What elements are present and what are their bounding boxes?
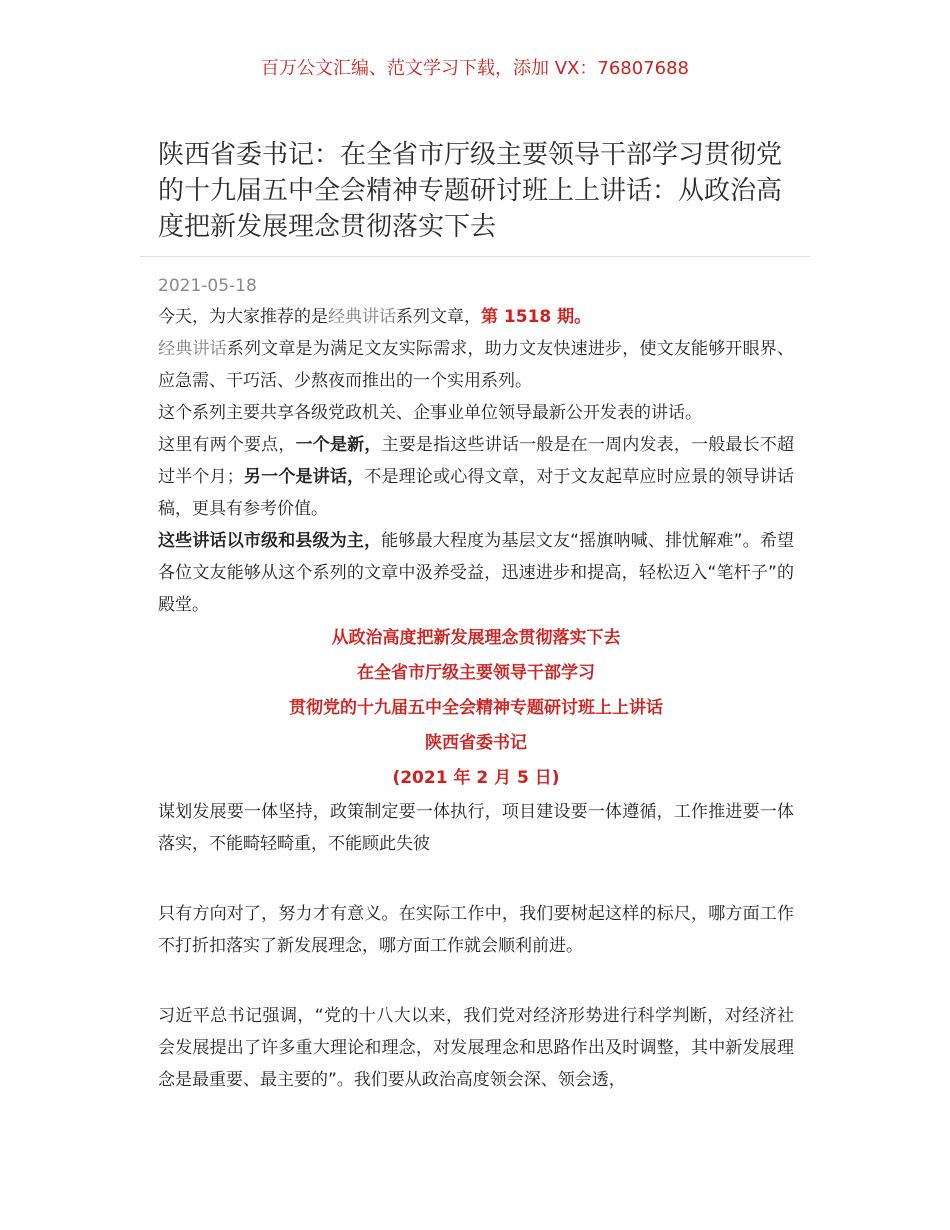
issue-number: 第 1518 期。 [481,307,592,327]
intro-paragraph-1 [158,301,794,333]
content-paragraph-2: 只有方向对了，努力才有意义。在实际工作中，我们要树起这样的标尺，哪方面工作不打折扣落实了新发展理念，哪方面工作就会顺利前进。 [158,904,794,956]
emphasis-text: 这些讲话以市级和县级为主， [158,531,382,551]
article-title: 陕西省委书记：在全省市厅级主要领导干部学习贯彻党的十九届五中全会精神专题研讨班上上讲话：从政治高度把新发展理念贯彻落实下去 [158,140,783,242]
watermark-banner: 百万公文汇编、范文学习下载，添加 VX：76807688 [261,58,689,79]
emphasis-text: 一个是新， [295,435,382,455]
intro-text: 系列文章是为满足文友实际需求，助力文友快速进步，使文友能够开眼界、应急需、干巧活、少熬夜而推出的一个实用系列。 [158,339,795,391]
speech-occasion-line-2: 贯彻党的十九届五中全会精神专题研讨班上上讲话 [289,698,663,718]
emphasis-text: 另一个是讲话， [243,467,365,487]
speech-occasion-line-1: 在全省市厅级主要领导干部学习 [357,663,595,683]
intro-text: 今天，为大家推荐的是 [158,307,328,327]
intro-text: 系列文章， [396,307,481,327]
intro-text: 这里有两个要点， [158,435,296,455]
intro-paragraph-3: 这个系列主要共享各级党政机关、企事业单位领导最新公开发表的讲话。 [158,403,702,423]
speaker: 陕西省委书记 [425,733,527,753]
intro-paragraph-2 [158,333,794,397]
series-name: 经典讲话 [328,307,396,327]
intro-paragraph-5 [158,525,794,621]
content-paragraph-1: 谋划发展要一体坚持，政策制定要一体执行，项目建设要一体遵循，工作推进要一体落实，不能畸轻畸重，不能顾此失彼 [158,802,794,854]
intro-text: 不是理论或心得文章，对于文友起草应时应景的领导讲话稿，更具有参考价值。 [158,467,795,519]
speech-title: 从政治高度把新发展理念贯彻落实下去 [331,628,621,648]
intro-paragraph-4 [158,429,794,525]
intro-text: 主要是指这些讲话一般是在一周内发表，一般最长不超过半个月； [158,435,795,487]
title-divider [140,256,810,257]
intro-text: 能够最大程度为基层文友“摇旗呐喊、排忧解难”。希望各位文友能够从这个系列的文章中汲养受益，迅速进步和提高，轻松迈入“笔杆子”的殿堂。 [158,531,794,615]
article-body [158,301,794,1096]
series-name: 经典讲话 [158,339,227,359]
speech-date: (2021 年 2 月 5 日) [392,768,560,788]
publish-date: 2021-05-18 [158,276,257,296]
paragraph-gap [158,860,794,898]
paragraph-gap [158,962,794,1000]
content-paragraph-3: 习近平总书记强调，“党的十八大以来，我们党对经济形势进行科学判断，对经济社会发展提出了许多重大理论和理念，对发展理念和思路作出及时调整，其中新发展理念是最重要、最主要的”。我们要从政治高度领会深、领会透， [158,1006,794,1090]
